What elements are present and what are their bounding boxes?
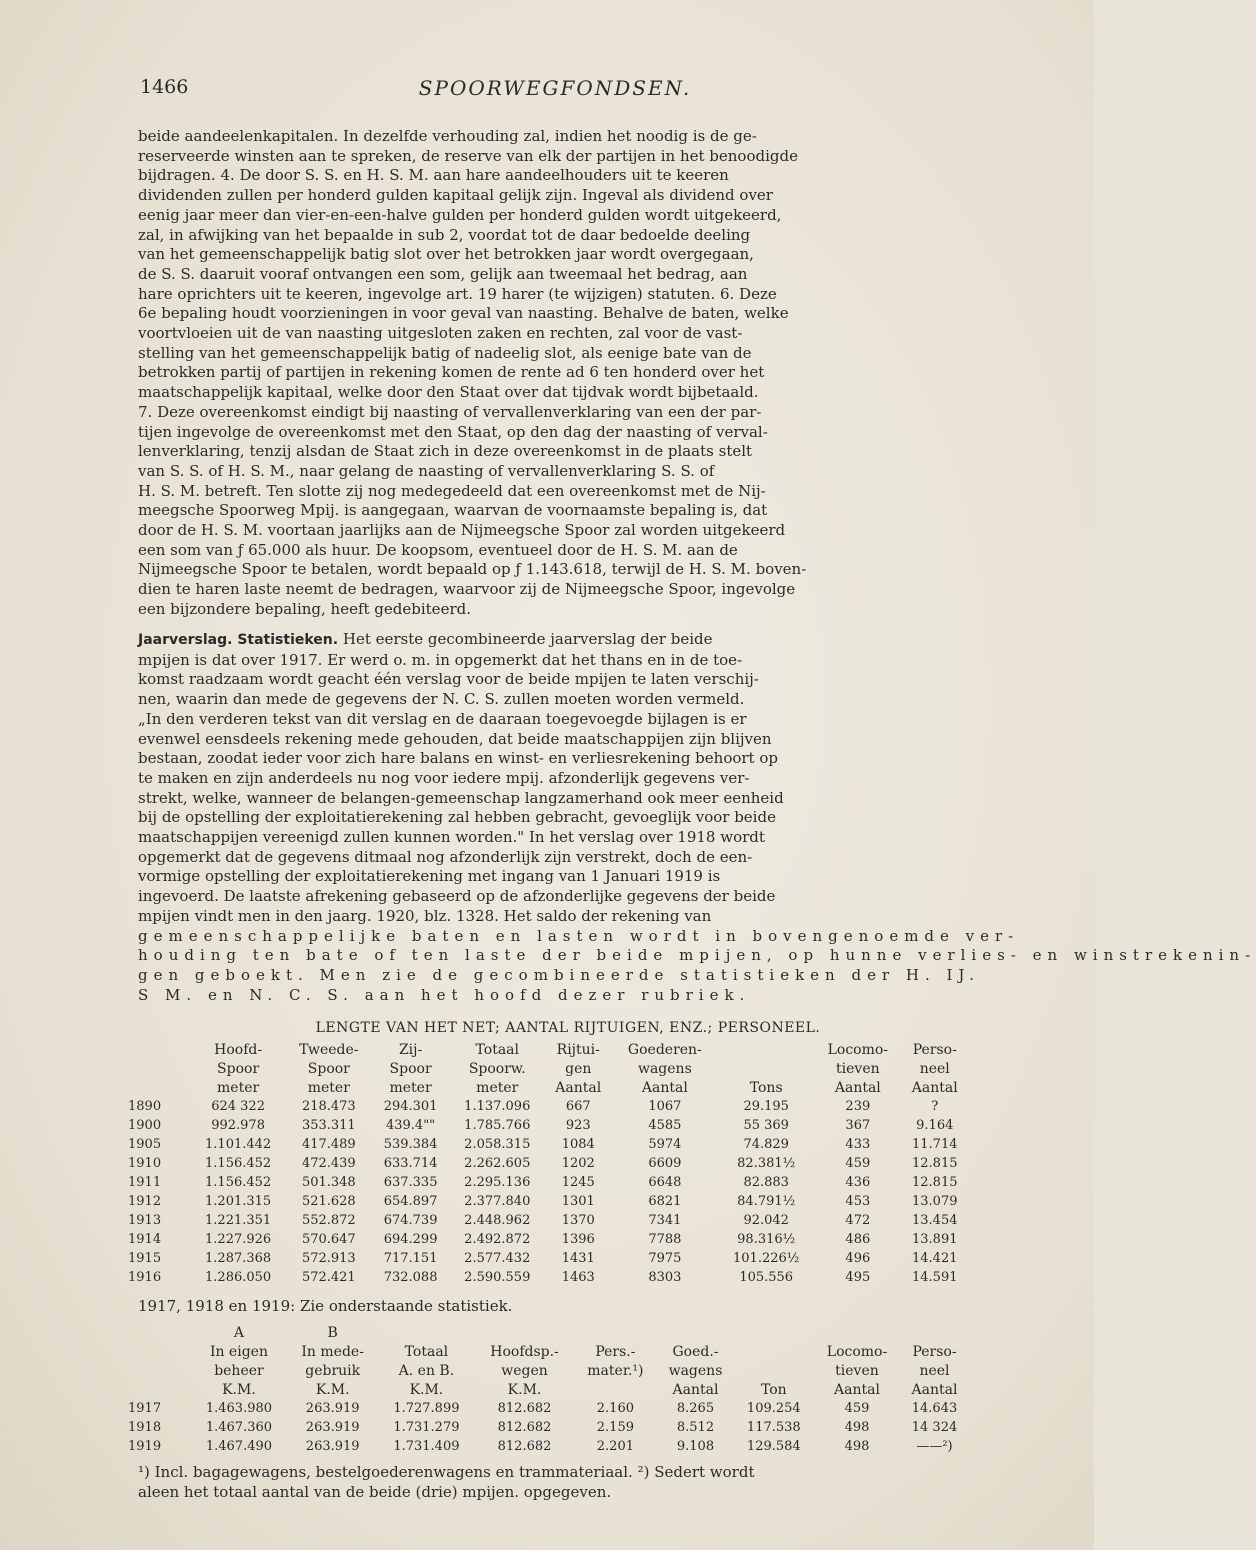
para1-line: stelling van het gemeenschappelijk batig of nadeelig slot, als eenige bate van de [138,343,752,362]
table-cell: 539.384 [383,1137,438,1152]
table-cell: 1202 [561,1156,595,1171]
table-cell: 2.492.872 [464,1232,531,1247]
column-header [735,1342,813,1361]
year-cell: 1913 [128,1213,162,1228]
column-header [128,1380,191,1399]
table-cell: 472 [845,1213,871,1228]
year-cell: 1918 [128,1420,162,1435]
table-cell: 101.226½ [733,1251,800,1266]
table-cell: 2.201 [596,1439,634,1454]
table-cell: 501.348 [301,1175,356,1190]
table-cell: 117.538 [746,1420,801,1435]
column-header: gebruik [305,1362,361,1379]
table-cell: 2.295.136 [464,1175,531,1190]
table-cell: 1.463.980 [205,1401,273,1416]
column-header: Aantal [834,1079,881,1096]
column-header: Spoorw. [468,1060,526,1077]
table-cell: 572.421 [301,1270,356,1285]
table-cell: 6821 [648,1194,682,1209]
table-row [128,1173,968,1192]
column-header: Spoor [217,1060,260,1077]
column-header [128,1059,190,1078]
table-cell: 1.731.279 [393,1420,460,1435]
column-header: Pers.- [595,1343,636,1360]
column-header [735,1361,813,1380]
table-row [128,1211,968,1230]
table-cell: 8303 [648,1270,682,1285]
para2-first-line-text: Het eerste gecombineerde jaarverslag der beide [342,630,713,648]
table-cell: 433 [845,1137,871,1152]
column-header: meter [476,1079,519,1096]
table-cell: 570.647 [301,1232,356,1247]
para1-line: hare oprichters uit te keeren, ingevolge art. 19 harer (te wijzigen) statuten. 6. Deze [138,284,777,303]
table-cell: 732.088 [383,1270,438,1285]
table-cell: 6609 [648,1156,682,1171]
table-cell: 9.164 [916,1118,954,1133]
para1-line: een som van ƒ 65.000 als huur. De koopsom, eventueel door de H. S. M. aan de [138,540,738,559]
table-cell: 14.591 [912,1270,958,1285]
column-header: Spoor [389,1060,432,1077]
table-cell: 2.377.840 [464,1194,531,1209]
table-cell: 694.299 [383,1232,438,1247]
column-header: Aantal [672,1381,719,1398]
header-row [128,1059,968,1078]
column-header: Locomo- [826,1343,888,1360]
column-header: meter [307,1079,350,1096]
table-cell: 239 [845,1099,871,1114]
statistics-1917-1919-table [128,1323,968,1456]
column-header: Ton [760,1381,787,1398]
table-cell: 82.883 [743,1175,789,1190]
column-header: K.M. [409,1381,444,1398]
column-header: gen [565,1060,592,1077]
year-cell: 1905 [128,1137,162,1152]
table-cell: 92.042 [743,1213,789,1228]
table-cell: 13.891 [912,1232,958,1247]
table-cell: 14.643 [911,1401,958,1416]
table-cell: 1431 [561,1251,595,1266]
body-paragraph-2 [138,630,1256,1005]
column-header [901,1323,968,1342]
section-heading: Jaarverslag. Statistieken. [138,632,339,648]
column-header: Totaal [475,1041,519,1058]
column-header: meter [389,1079,432,1096]
column-header: neel [919,1362,950,1379]
header-row [128,1342,968,1361]
table-cell: 1.727.899 [393,1401,460,1416]
table-row [128,1097,968,1116]
table-cell: 521.628 [301,1194,356,1209]
table-row [128,1437,968,1456]
footnotes [138,1463,968,1502]
header-row [128,1040,968,1059]
para2-line: strekt, welke, wanneer de belangen-gemeenschap langzamerhand ook meer eenheid [138,788,784,807]
table-cell: 1.286.050 [205,1270,272,1285]
table-cell: 624 322 [211,1099,265,1114]
table-cell: 98.316½ [737,1232,796,1247]
column-header: K.M. [507,1381,542,1398]
table-cell: 633.714 [383,1156,438,1171]
column-header: Hoofdsp.- [490,1343,559,1360]
table-cell: 1.287.368 [205,1251,272,1266]
header-row [128,1078,968,1097]
table-cell: 1.227.926 [205,1232,272,1247]
para1-line: lenverklaring, tenzij alsdan de Staat zich in deze overeenkomst in de plaats stelt [138,442,753,461]
para2-line: evenwel eensdeels rekening mede gehouden, dat beide maatschappijen zijn blijven [138,729,772,748]
column-header: beheer [214,1362,264,1379]
table-cell: 1.467.360 [205,1420,273,1435]
running-head [140,76,970,102]
table-cell: 1.156.452 [205,1156,272,1171]
para1-line: beide aandeelenkapitalen. In dezelfde verhouding zal, indien het noodig is de ge- [138,127,757,145]
para1-line: dividenden zullen per honderd gulden kapitaal gelijk zijn. Ingeval als dividend over [138,186,773,205]
column-header: In mede- [301,1343,364,1360]
para1-line: 7. Deze overeenkomst eindigt bij naasting of vervallenverklaring van een der par- [138,402,762,421]
column-header: wagens [637,1060,692,1077]
table-cell: 495 [845,1270,871,1285]
column-header [128,1361,191,1380]
column-header [128,1323,191,1342]
para2-line: opgemerkt dat de gegevens ditmaal nog afzonderlijk zijn verstrekt, doch de een- [138,847,753,866]
table-cell: 14.421 [912,1251,958,1266]
table-cell: 459 [844,1401,870,1416]
para2-spaced-line: gemeenschappelijke baten en lasten wordt in bovengenoemde ver- [138,926,1020,945]
table-cell: 82.381½ [737,1156,796,1171]
table-cell: 1396 [561,1232,595,1247]
table-row [128,1135,968,1154]
para2-spaced-line: houding ten bate of ten laste der beide mpijen, op hunne verlies- en winstrekenin- [138,946,1256,965]
year-cell: 1912 [128,1194,162,1209]
table1-note: 1917, 1918 en 1919: Zie onderstaande statistiek. [138,1297,513,1315]
table-cell: ? [931,1099,939,1114]
running-title: SPOORWEGFONDSEN. [418,76,692,100]
table-row [128,1249,968,1268]
table-cell: 812.682 [497,1420,552,1435]
table-cell: 12.815 [912,1175,958,1190]
table-cell: 263.919 [305,1420,360,1435]
para2-spaced-line: gen geboekt. Men zie de gecombineerde statistieken der H. IJ. [138,965,981,984]
para1-line: meegsche Spoorweg Mpij. is aangegaan, waarvan de voornaamste bepaling is, dat [138,501,768,520]
table-cell: 13.454 [912,1213,958,1228]
table-cell: 486 [845,1232,871,1247]
table-cell: 9.108 [676,1439,715,1454]
column-header: mater.¹) [587,1362,644,1379]
table-cell: 11.714 [912,1137,958,1152]
table-cell: 7788 [648,1232,682,1247]
table-cell: 1.467.490 [205,1439,273,1454]
table-cell: 1.221.351 [205,1213,272,1228]
table-cell: 453 [845,1194,871,1209]
column-header: meter [217,1079,260,1096]
table-cell: 472.439 [301,1156,356,1171]
para2-spaced-line: S M. en N. C. S. aan het hoofd dezer rubriek. [138,985,751,1004]
table-cell: 1.137.096 [464,1099,531,1114]
para2-line: maatschappijen vereenigd zullen kunnen worden." In het verslag over 1918 wordt [138,828,765,847]
table-cell: 498 [844,1439,870,1454]
table-cell: 417.489 [301,1137,356,1152]
year-cell: 1919 [128,1439,162,1454]
year-cell: 1900 [128,1118,162,1133]
column-header: Totaal [404,1343,449,1360]
table-cell: 367 [845,1118,871,1133]
para2-line: mpijen vindt men in den jaarg. 1920, blz. 1328. Het saldo der rekening van [138,906,712,925]
table-row [128,1154,968,1173]
table-cell: 498 [844,1420,870,1435]
table-cell: 436 [845,1175,871,1190]
table-cell: 2.590.559 [464,1270,531,1285]
para1-line: 6e bepaling houdt voorzieningen in voor geval van naasting. Behalve de baten, welke [138,304,789,323]
table-cell: 1245 [561,1175,595,1190]
table-row [128,1418,968,1437]
para1-line: dien te haren laste neemt de bedragen, waarvoor zij de Nijmeegsche Spoor, ingevolge [138,580,796,599]
table-cell: 1.101.442 [205,1137,272,1152]
table-cell: 263.919 [305,1439,360,1454]
column-header: K.M. [222,1381,256,1398]
year-cell: 1915 [128,1251,162,1266]
column-header: Aantal [911,1381,958,1398]
column-header: B [327,1324,338,1341]
table-row [128,1230,968,1249]
para1-line: de S. S. daaruit vooraf ontvangen een som, gelijk aan tweemaal het bedrag, aan [138,264,748,283]
table-row [128,1399,968,1418]
table-cell: 7341 [648,1213,682,1228]
table-cell: 4585 [648,1118,682,1133]
table-cell: 1.201.315 [205,1194,272,1209]
table-cell: 812.682 [497,1439,552,1454]
table-cell: 6648 [648,1175,682,1190]
year-cell: 1914 [128,1232,162,1247]
para1-line: H. S. M. betreft. Ten slotte zij nog medegedeeld dat een overeenkomst met de Nij- [138,481,766,500]
table-cell: 12.815 [912,1156,958,1171]
column-header: Aantal [911,1079,958,1096]
table-cell: 552.872 [301,1213,356,1228]
para2-line: te maken en zijn anderdeels nu nog voor iedere mpij. afzonderlijk gegevens ver- [138,768,750,787]
column-header [128,1342,191,1361]
table-cell: 992.978 [211,1118,265,1133]
year-cell: 1917 [128,1401,162,1416]
table-cell: 2.160 [596,1401,634,1416]
table-cell: 29.195 [743,1099,789,1114]
year-cell: 1910 [128,1156,162,1171]
column-header: Goed.- [672,1343,719,1360]
column-header [656,1323,734,1342]
para1-line: Nijmeegsche Spoor te betalen, wordt bepaald op ƒ 1.143.618, terwijl de H. S. M. boven- [138,560,807,579]
column-header: Tweede- [299,1041,359,1058]
table-cell: 105.556 [739,1270,794,1285]
table-cell: 129.584 [746,1439,801,1454]
para2-line: ingevoerd. De laatste afrekening gebaseerd op de afzonderlijke gegevens der beide [138,887,776,906]
table-cell: 294.301 [383,1099,438,1114]
para2-line: mpijen is dat over 1917. Er werd o. m. in opgemerkt dat het thans en in de toe- [138,650,743,669]
table-cell: 637.335 [383,1175,438,1190]
table-row [128,1192,968,1211]
year-cell: 1911 [128,1175,162,1190]
table-cell: 1463 [561,1270,595,1285]
table-cell: 109.254 [746,1401,801,1416]
para1-line: maatschappelijk kapitaal, welke door den Staat over dat tijdvak wordt bijbetaald. [138,383,759,402]
table-cell: 1084 [561,1137,595,1152]
table-cell: 263.919 [305,1401,360,1416]
column-header: Spoor [307,1060,350,1077]
column-header: tieven [835,1362,879,1379]
para2-line: „In den verderen tekst van dit verslag en de daaraan toegevoegde bijlagen is er [138,709,747,728]
column-header: Aantal [555,1079,602,1096]
column-header: A [233,1324,245,1341]
column-header: wagens [668,1362,723,1379]
table-cell: 1067 [648,1099,682,1114]
table-cell: 923 [565,1118,591,1133]
para1-line: door de H. S. M. voortaan jaarlijks aan de Nijmeegsche Spoor zal worden uitgekeerd [138,521,786,540]
column-header: In eigen [209,1343,268,1360]
para2-line: nen, waarin dan mede de gegevens der N. C. S. zullen moeten worden vermeld. [138,690,745,709]
table-cell: 1301 [561,1194,595,1209]
para1-line: zal, in afwijking van het bepaalde in sub 2, voordat tot de daar bedoelde deeling [138,225,751,244]
para1-line: van het gemeenschappelijk batig slot over het betrokken jaar wordt overgegaan, [138,245,754,264]
table-cell: 14 324 [911,1420,958,1435]
column-header: neel [919,1060,950,1077]
table-cell: 1.731.409 [393,1439,460,1454]
para2-line: komst raadzaam wordt geacht één verslag voor de beide mpijen te laten verschij- [138,670,759,689]
header-row [128,1323,968,1342]
table-cell: 55 369 [743,1118,789,1133]
table-cell: 2.577.432 [464,1251,531,1266]
column-header: Aantal [834,1381,880,1398]
table-cell: 2.058.315 [464,1137,531,1152]
network-statistics-table [128,1020,968,1287]
column-header [574,1380,656,1399]
table-cell: 459 [845,1156,871,1171]
column-header: tieven [836,1060,880,1077]
column-header [378,1323,474,1342]
table-cell: 717.151 [383,1251,438,1266]
column-header: Aantal [641,1079,688,1096]
table-cell: 7975 [648,1251,682,1266]
para2-line: vormige opstelling der exploitatierekening met ingang van 1 Januari 1919 is [138,867,721,886]
para1-line: tijen ingevolge de overeenkomst met den Staat, op den dag der naasting of verval- [138,422,768,441]
para1-line: een bijzondere bepaling, heeft gedebiteerd. [138,599,471,618]
table-cell: 8.265 [676,1401,715,1416]
para2-line: bij de opstelling der exploitatierekening zal hebben gebracht, gevoeglijk voor beide [138,808,776,827]
table-cell: 667 [565,1099,591,1114]
table-cell: 353.311 [301,1118,356,1133]
year-cell: 1890 [128,1099,162,1114]
header-row [128,1361,968,1380]
header-row [128,1380,968,1399]
body-paragraph-1 [138,127,968,620]
footnote-line: aleen het totaal aantal van de beide (drie) mpijen. opgegeven. [138,1482,612,1501]
table-cell: 74.829 [743,1137,789,1152]
column-header [813,1323,901,1342]
table-cell: 2.159 [596,1420,634,1435]
column-header [718,1040,814,1059]
column-header: wegen [501,1362,548,1379]
table-cell: 439.4"" [385,1118,436,1133]
column-header: Perso- [912,1343,957,1360]
page-number: 1466 [140,76,189,98]
table-cell: 1.785.766 [464,1118,531,1133]
column-header: Hoofd- [214,1041,263,1058]
column-header: Perso- [912,1041,957,1058]
table-cell: 1370 [561,1213,595,1228]
table-cell: ——²) [916,1439,953,1454]
table-cell: 13.079 [912,1194,958,1209]
para1-line: bijdragen. 4. De door S. S. en H. S. M. aan hare aandeelhouders uit te keeren [138,166,729,185]
column-header [475,1323,575,1342]
column-header: Tons [749,1079,783,1096]
para1-line: van S. S. of H. S. M., naar gelang de naasting of vervallenverklaring S. S. of [138,461,715,480]
column-header: Goederen- [627,1041,702,1058]
para2-line: bestaan, zoodat ieder voor zich hare balans en winst- en verliesrekening behoort op [138,749,778,768]
para2-first-line [138,630,968,651]
column-header: K.M. [315,1381,350,1398]
column-header [128,1078,190,1097]
column-header: Locomo- [827,1041,889,1058]
column-header [718,1059,814,1078]
para1-line: reserveerde winsten aan te spreken, de reserve van elk der partijen in het benoodigde [138,146,798,165]
year-cell: 1916 [128,1270,162,1285]
para1-line: betrokken partij of partijen in rekening komen de rente ad 6 ten honderd over het [138,363,765,382]
table-cell: 1.156.452 [205,1175,272,1190]
column-header [128,1040,190,1059]
para1-line: eenig jaar meer dan vier-en-een-halve gulden per honderd gulden wordt uitgekeerd, [138,205,782,224]
table-cell: 812.682 [497,1401,552,1416]
table-cell: 654.897 [383,1194,438,1209]
column-header: A. en B. [398,1362,455,1379]
table-cell: 2.262.605 [464,1156,531,1171]
table-cell: 218.473 [301,1099,356,1114]
column-header: Rijtui- [556,1041,600,1058]
table-cell: 674.739 [383,1213,438,1228]
table-row [128,1116,968,1135]
column-header [735,1323,813,1342]
table-cell: 496 [845,1251,871,1266]
table-cell: 8.512 [676,1420,715,1435]
para1-line: voortvloeien uit de van naasting uitgesloten zaken en rechten, zal voor de vast- [138,324,743,343]
table-cell: 2.448.962 [464,1213,531,1228]
table-cell: 84.791½ [737,1194,796,1209]
table-row [128,1268,968,1287]
footnote-line: ¹) Incl. bagagewagens, bestelgoederenwagens en trammateriaal. ²) Sedert wordt [138,1463,755,1481]
column-header [574,1323,656,1342]
table1-title: LENGTE VAN HET NET; AANTAL RIJTUIGEN, ENZ.; PERSONEEL. [315,1020,821,1036]
table-cell: 5974 [648,1137,682,1152]
table-cell: 572.913 [301,1251,356,1266]
column-header: Zij- [398,1041,423,1058]
